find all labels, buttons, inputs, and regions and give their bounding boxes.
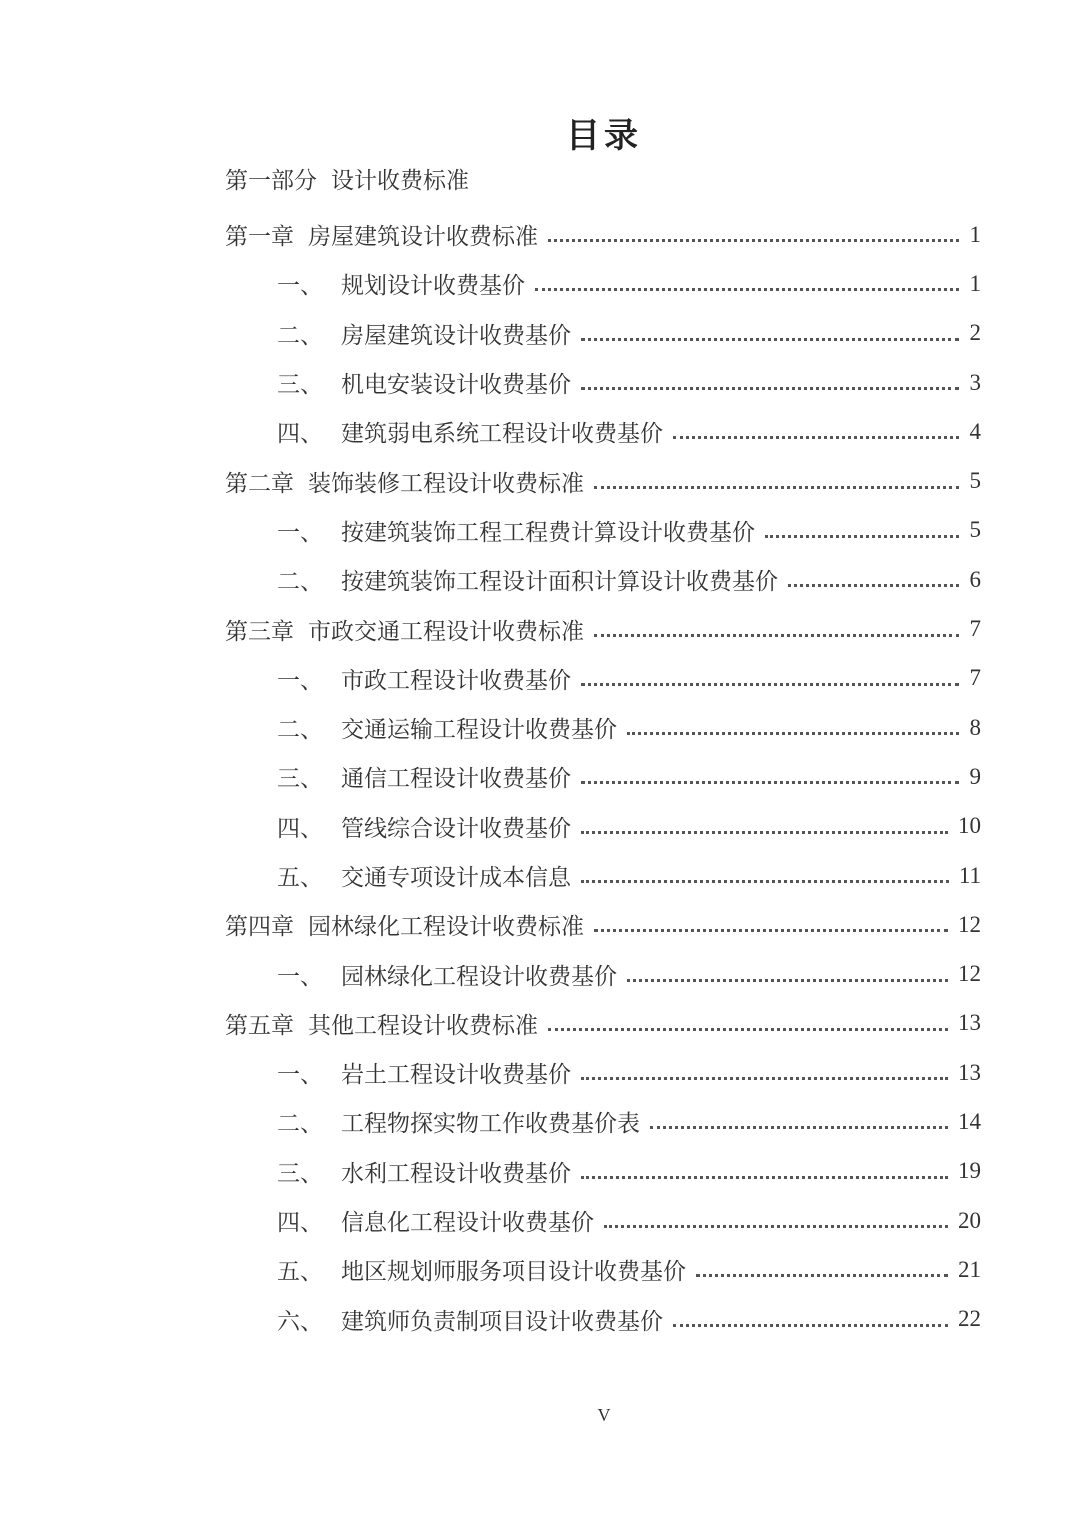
toc-dot-leader xyxy=(581,781,959,784)
toc-entry-label: 通信工程设计收费基价 xyxy=(341,766,571,793)
toc-entry-page-number: 6 xyxy=(969,566,981,592)
toc-chapter-entry[interactable] xyxy=(225,456,981,505)
toc-entry-prefix: 五、 xyxy=(277,1259,323,1286)
toc-entry-page-number: 9 xyxy=(969,763,981,789)
toc-entry-label: 其他工程设计收费标准 xyxy=(308,1012,538,1039)
toc-dot-leader xyxy=(673,436,959,439)
page-title: 目录 xyxy=(566,116,642,156)
toc-entry-label: 机电安装设计收费基价 xyxy=(341,372,571,399)
toc-section-entry[interactable] xyxy=(225,555,981,604)
toc-dot-leader xyxy=(581,831,948,834)
toc-section-entry[interactable] xyxy=(225,506,981,555)
toc-entry-label: 市政交通工程设计收费标准 xyxy=(308,618,584,645)
toc-dot-leader xyxy=(650,1126,948,1129)
toc-entry-prefix: 一、 xyxy=(277,963,323,990)
toc-entry-page-number: 3 xyxy=(969,369,981,395)
toc-dot-leader xyxy=(548,1028,948,1031)
toc-entry-prefix: 三、 xyxy=(277,766,323,793)
toc-entry-page-number: 11 xyxy=(958,862,981,888)
toc-entry-prefix: 四、 xyxy=(277,815,323,842)
toc-entry-prefix: 二、 xyxy=(277,717,323,744)
toc-entry-prefix: 第一章 xyxy=(225,224,294,251)
toc-entry-page-number: 1 xyxy=(969,221,981,247)
toc-dot-leader xyxy=(627,979,948,982)
toc-chapter-entry[interactable] xyxy=(225,999,981,1048)
page-number: V xyxy=(597,1405,611,1425)
toc-chapter-entry[interactable] xyxy=(225,604,981,653)
toc-section-entry[interactable] xyxy=(225,1147,981,1196)
toc-entry-page-number: 2 xyxy=(969,320,981,346)
toc-entry-label: 交通专项设计成本信息 xyxy=(341,865,571,891)
toc-dot-leader xyxy=(581,1077,948,1080)
toc-entry-prefix: 第二章 xyxy=(225,470,294,497)
toc-entry-prefix: 三、 xyxy=(277,372,323,399)
toc-dot-leader xyxy=(535,288,959,291)
toc-entry-prefix: 二、 xyxy=(277,1111,323,1138)
toc-entry-prefix: 二、 xyxy=(277,569,323,596)
toc-entry-page-number: 7 xyxy=(969,616,981,642)
toc-section-entry[interactable] xyxy=(225,703,981,752)
toc-entry-prefix: 四、 xyxy=(277,421,323,448)
toc-entry-page-number: 5 xyxy=(969,517,981,543)
toc-dot-leader xyxy=(604,1225,948,1228)
toc-section-entry[interactable] xyxy=(225,1245,981,1294)
toc-entry-page-number: 4 xyxy=(969,418,981,444)
toc-entry-label: 市政工程设计收费基价 xyxy=(341,667,571,694)
toc-entry-page-number: 14 xyxy=(958,1108,981,1134)
toc-entry-label: 装饰装修工程设计收费标准 xyxy=(308,470,584,497)
toc-dot-leader xyxy=(594,929,948,932)
toc-entry-page-number: 22 xyxy=(958,1306,981,1332)
toc-entry-page-number: 8 xyxy=(969,714,981,740)
toc-section-entry[interactable] xyxy=(225,309,981,358)
toc-chapter-entry[interactable] xyxy=(225,210,981,259)
toc-dot-leader xyxy=(594,486,959,489)
toc-entry-prefix: 一、 xyxy=(277,667,323,694)
toc-entry-label: 园林绿化工程设计收费基价 xyxy=(341,963,617,990)
toc-entry-label: 园林绿化工程设计收费标准 xyxy=(308,914,584,941)
toc-entry-page-number: 13 xyxy=(958,1059,981,1085)
toc-dot-leader xyxy=(581,387,959,390)
toc-entry-label: 房屋建筑设计收费基价 xyxy=(341,322,571,349)
toc-section-entry[interactable] xyxy=(225,752,981,801)
toc-entry-page-number: 10 xyxy=(958,813,981,839)
toc-entry-prefix: 六、 xyxy=(277,1308,323,1335)
toc-entry-label: 管线综合设计收费基价 xyxy=(341,815,571,842)
toc-entry-page-number: 21 xyxy=(958,1256,981,1282)
toc-entry-label: 地区规划师服务项目设计收费基价 xyxy=(341,1259,686,1286)
toc-section-entry[interactable] xyxy=(225,802,981,851)
toc-entry-label: 岩土工程设计收费基价 xyxy=(341,1062,571,1089)
toc-entry-label: 按建筑装饰工程工程费计算设计收费基价 xyxy=(341,519,755,546)
toc-entry-prefix: 五、 xyxy=(277,865,323,891)
toc-entry-page-number: 19 xyxy=(958,1158,981,1184)
toc-dot-leader xyxy=(594,634,959,637)
toc-entry-label: 水利工程设计收费基价 xyxy=(341,1160,571,1187)
toc-dot-leader xyxy=(627,732,959,735)
toc-dot-leader xyxy=(788,584,959,587)
toc-entry-label: 按建筑装饰工程设计面积计算设计收费基价 xyxy=(341,569,778,596)
toc-entry-page-number: 13 xyxy=(958,1010,981,1036)
toc-entry-label: 信息化工程设计收费基价 xyxy=(341,1210,594,1237)
toc-section-entry[interactable] xyxy=(225,1097,981,1146)
toc-entry-label: 建筑师负责制项目设计收费基价 xyxy=(341,1308,663,1335)
toc-section-entry[interactable] xyxy=(225,654,981,703)
toc-entry-label: 交通运输工程设计收费基价 xyxy=(341,717,617,744)
toc-section-entry[interactable] xyxy=(225,407,981,456)
toc-dot-leader xyxy=(696,1274,948,1277)
toc-section-entry[interactable] xyxy=(225,1295,981,1344)
toc-entry-page-number: 12 xyxy=(958,961,981,987)
part-heading xyxy=(225,162,469,195)
toc-entry-label: 建筑弱电系统工程设计收费基价 xyxy=(341,421,663,448)
toc-entry-prefix: 第五章 xyxy=(225,1012,294,1039)
toc-dot-leader xyxy=(548,239,959,242)
toc-entry-prefix: 第三章 xyxy=(225,618,294,645)
toc-dot-leader xyxy=(581,880,949,883)
toc-section-entry[interactable] xyxy=(225,358,981,407)
toc-entry-prefix: 三、 xyxy=(277,1160,323,1187)
toc-section-entry[interactable] xyxy=(225,259,981,308)
toc-entry-label: 规划设计收费基价 xyxy=(341,273,525,300)
toc-entry-page-number: 20 xyxy=(958,1207,981,1233)
toc-entry-prefix: 一、 xyxy=(277,519,323,546)
toc-entry-prefix: 第四章 xyxy=(225,914,294,941)
toc-entry-label: 工程物探实物工作收费基价表 xyxy=(341,1111,640,1138)
toc-dot-leader xyxy=(765,535,959,538)
part-prefix: 第一部分 xyxy=(225,168,317,194)
toc-dot-leader xyxy=(581,683,959,686)
toc-entry-prefix: 一、 xyxy=(277,1062,323,1089)
toc-dot-leader xyxy=(673,1324,948,1327)
toc-section-entry[interactable] xyxy=(225,1196,981,1245)
toc-entry-label: 房屋建筑设计收费标准 xyxy=(308,224,538,251)
toc-dot-leader xyxy=(581,338,959,341)
toc-chapter-entry[interactable] xyxy=(225,900,981,949)
toc-entry-page-number: 5 xyxy=(969,468,981,494)
toc-entry-prefix: 二、 xyxy=(277,322,323,349)
toc-section-entry[interactable] xyxy=(225,949,981,998)
toc-section-entry[interactable] xyxy=(225,851,981,900)
table-of-contents xyxy=(225,210,981,1344)
toc-entry-prefix: 四、 xyxy=(277,1210,323,1237)
toc-entry-page-number: 1 xyxy=(969,270,981,296)
part-label: 设计收费标准 xyxy=(331,168,469,194)
toc-section-entry[interactable] xyxy=(225,1048,981,1097)
toc-dot-leader xyxy=(581,1176,948,1179)
toc-entry-page-number: 12 xyxy=(958,911,981,937)
toc-entry-prefix: 一、 xyxy=(277,273,323,300)
toc-entry-page-number: 7 xyxy=(969,665,981,691)
